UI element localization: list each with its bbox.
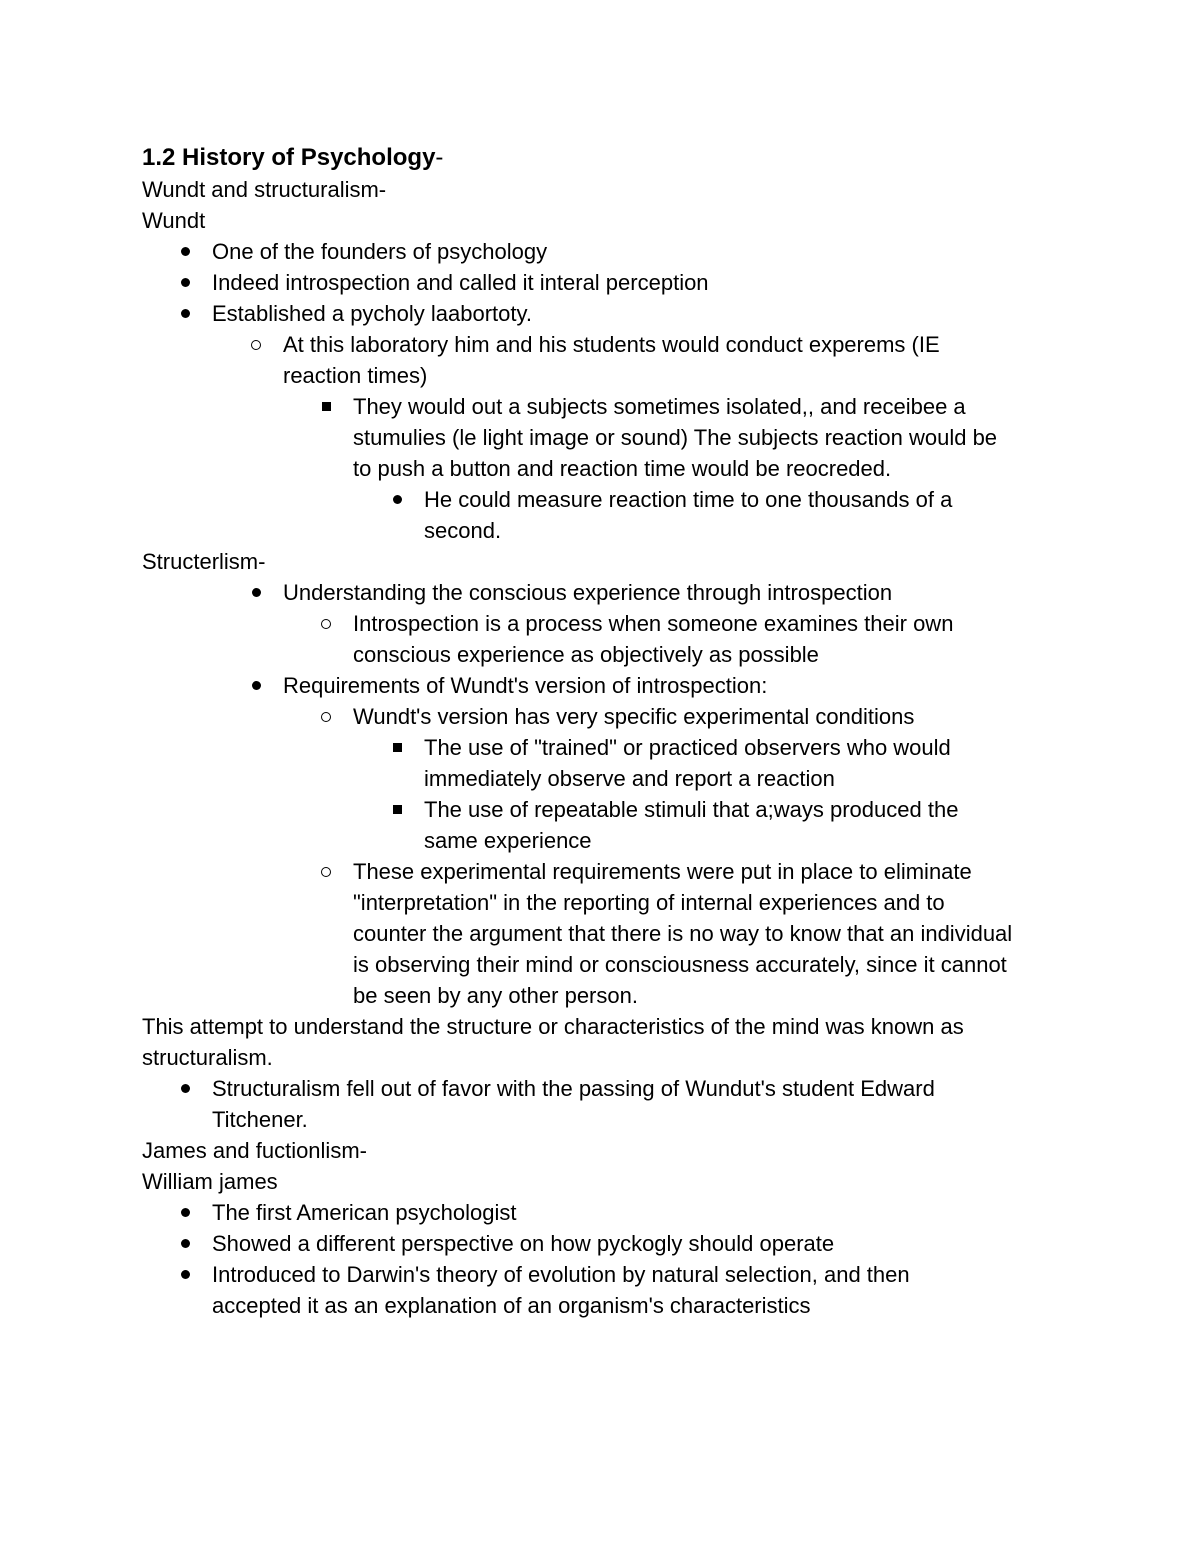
bullet-square-icon [387,732,407,763]
list-item: Introduced to Darwin's theory of evolution by natural selection, and then [212,1262,910,1287]
bullet-circle-icon [316,608,336,639]
list-item-continuation: conscious experience as objectively as possible [353,642,819,667]
list-item: Wundt's version has very specific experimental conditions [353,704,915,729]
bullet-disc-icon [175,1228,195,1259]
list-item: The first American psychologist [212,1200,517,1225]
bullet-disc-icon [175,298,195,329]
bullet-disc-icon [175,236,195,267]
list-item: Requirements of Wundt's version of introspection: [283,673,768,698]
bullet-disc-icon [175,1197,195,1228]
bullet-disc-icon [175,1073,195,1104]
list-item: Introspection is a process when someone examines their own [353,611,954,636]
list-item: Structuralism fell out of favor with the passing of Wundut's student Edward [212,1076,935,1101]
bullet-square-icon [387,794,407,825]
subheading-wundt: Wundt [142,208,206,233]
bullet-circle-icon [316,701,336,732]
bullet-disc-icon [246,670,266,701]
list-item: They would out a subjects sometimes isolated,, and receibee a [353,394,966,419]
list-item-continuation: counter the argument that there is no way to know that an individual [353,921,1013,946]
list-item-continuation: is observing their mind or consciousness accurately, since it cannot [353,952,1007,977]
bullet-disc-icon [175,1259,195,1290]
subheading-william-james: William james [142,1169,278,1194]
list-item: Understanding the conscious experience through introspection [283,580,893,605]
list-item: At this laboratory him and his students would conduct experems (IE [283,332,940,357]
list-item: One of the founders of psychology [212,239,548,264]
list-item-continuation: stumulies (le light image or sound) The subjects reaction would be [353,425,998,450]
paragraph-text: This attempt to understand the structure or characteristics of the mind was known as [142,1014,964,1039]
list-item-continuation: same experience [424,828,592,853]
page-title [142,142,443,173]
bullet-circle-icon [246,329,266,360]
bullet-circle-icon [316,856,336,887]
bullet-square-icon [316,391,336,422]
paragraph-text: structuralism. [142,1045,273,1070]
list-item: Established a pycholy laabortoty. [212,301,532,326]
list-item-continuation: reaction times) [283,363,428,388]
list-item-continuation: Titchener. [212,1107,308,1132]
section-heading-wundt-structuralism: Wundt and structuralism- [142,177,387,202]
list-item: The use of "trained" or practiced observers who would [424,735,951,760]
title-suffix: - [435,144,444,171]
list-item-continuation: "interpretation" in the reporting of internal experiences and to [353,890,945,915]
section-heading-structerlism: Structerlism- [142,549,266,574]
title-text: 1.2 History of Psychology [142,144,436,171]
list-item: He could measure reaction time to one thousands of a [424,487,953,512]
list-item-continuation: immediately observe and report a reaction [424,766,835,791]
list-item-continuation: second. [424,518,502,543]
list-item-continuation: accepted it as an explanation of an organism's characteristics [212,1293,811,1318]
bullet-disc-icon [387,484,407,515]
list-item: Indeed introspection and called it interal perception [212,270,709,295]
list-item: These experimental requirements were put in place to eliminate [353,859,972,884]
list-item: The use of repeatable stimuli that a;ways produced the [424,797,959,822]
list-item-continuation: to push a button and reaction time would be reocreded. [353,456,892,481]
list-item: Showed a different perspective on how pyckogly should operate [212,1231,835,1256]
bullet-disc-icon [175,267,195,298]
section-heading-james-functionalism: James and fuctionlism- [142,1138,367,1163]
list-item-continuation: be seen by any other person. [353,983,638,1008]
bullet-disc-icon [246,577,266,608]
